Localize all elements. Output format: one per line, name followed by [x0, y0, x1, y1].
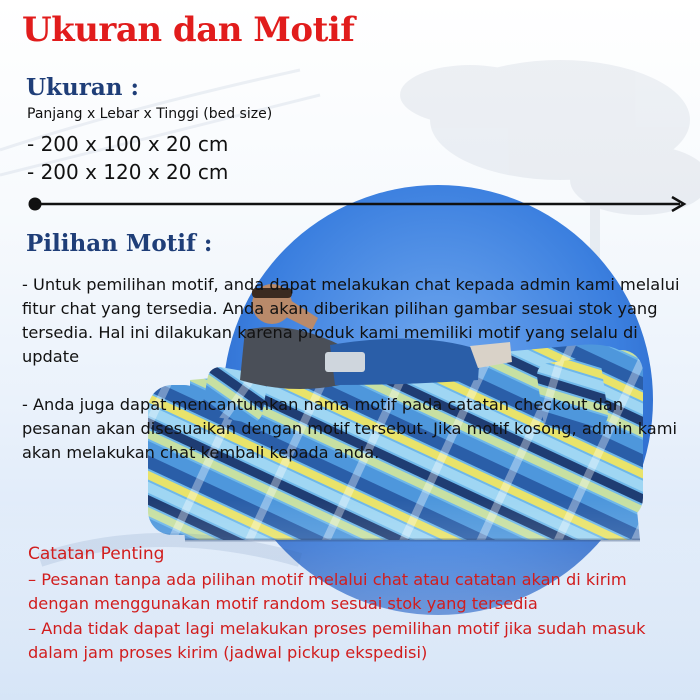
page-title: Ukuran dan Motif: [22, 10, 355, 50]
notes-title: Catatan Penting: [28, 544, 165, 564]
size-subtitle: Panjang x Lebar x Tinggi (bed size): [27, 106, 273, 122]
size-option-1: - 200 x 100 x 20 cm: [27, 132, 229, 156]
motif-paragraph-1: - Untuk pemilihan motif, anda dapat melakukan chat kepada admin kami melalui fitur chat yang tersedia. Anda akan diberikan pilihan gambar sesuai stok yang tersedia. Hal ini dilakukan karena produk kami memiliki motif yang selalu di update: [22, 275, 680, 366]
motif-paragraph-2: - Anda juga dapat mencantumkan nama motif pada catatan checkout dan pesanan akan disesuaikan dengan motif tersebut. Jika motif kosong, admin kami akan melakukan chat kembali kepada anda.: [22, 395, 677, 462]
note-item-2: – Anda tidak dapat lagi melakukan proses pemilihan motif jika sudah masuk dalam jam proses kirim (jadwal pickup ekspedisi): [28, 619, 646, 662]
motif-heading: Pilihan Motif :: [26, 230, 213, 257]
note-item-1: – Pesanan tanpa ada pilihan motif melalui chat atau catatan akan di kirim dengan menggunakan motif random sesuai stok yang tersedia: [28, 570, 627, 613]
size-option-2: - 200 x 120 x 20 cm: [27, 160, 229, 184]
section-divider: [28, 196, 688, 212]
size-heading: Ukuran :: [26, 74, 139, 101]
